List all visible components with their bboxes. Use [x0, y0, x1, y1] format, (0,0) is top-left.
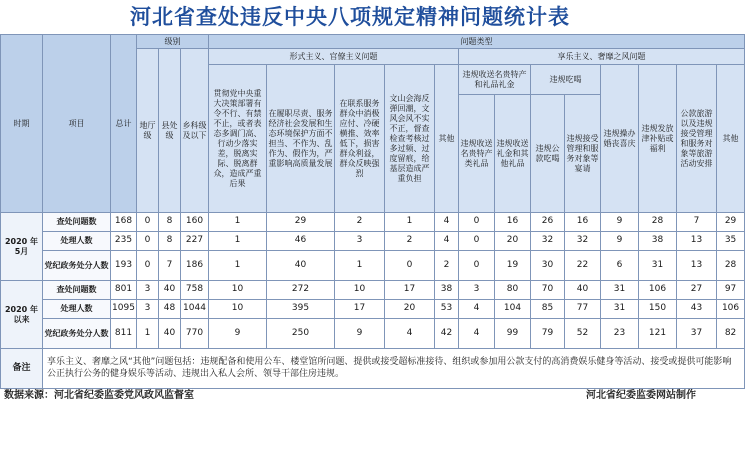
value-cell: 0	[459, 213, 495, 232]
formalism-col-2: 在履职尽责、服务经济社会发展和生态环境保护方面不担当、不作为、乱作为、假作为，严重影响高质量发展	[267, 65, 335, 213]
item-cell: 党纪政务处分人数	[43, 251, 111, 281]
value-cell: 85	[531, 300, 565, 319]
value-cell: 272	[267, 281, 335, 300]
hedonism-header: 享乐主义、奢靡之风问题	[459, 49, 745, 65]
value-cell: 4	[459, 300, 495, 319]
note-text: 享乐主义、奢靡之风“其他”问题包括：违规配备和使用公车、楼堂馆所问题、提供或接受超标准接待、组织或参加用公款支付的高消费娱乐健身等活动、接受或提供可能影响公正执行公务的健身娱乐等活动、违规出入私人会所、领导干部住房违规。	[43, 349, 745, 389]
value-cell: 235	[111, 232, 137, 251]
value-cell: 37	[677, 319, 717, 349]
value-cell: 160	[181, 213, 209, 232]
value-cell: 4	[459, 319, 495, 349]
value-cell: 4	[435, 232, 459, 251]
value-cell: 811	[111, 319, 137, 349]
item-header: 项目	[43, 35, 111, 213]
value-cell: 1044	[181, 300, 209, 319]
level-header: 级别	[137, 35, 209, 49]
value-cell: 9	[335, 319, 385, 349]
value-cell: 193	[111, 251, 137, 281]
value-cell: 20	[385, 300, 435, 319]
value-cell: 250	[267, 319, 335, 349]
value-cell: 97	[717, 281, 745, 300]
value-cell: 23	[601, 319, 639, 349]
value-cell: 0	[137, 213, 159, 232]
level-county: 县处级	[159, 49, 181, 213]
value-cell: 0	[385, 251, 435, 281]
value-cell: 22	[565, 251, 601, 281]
value-cell: 32	[531, 232, 565, 251]
value-cell: 28	[717, 251, 745, 281]
value-cell: 53	[435, 300, 459, 319]
value-cell: 7	[159, 251, 181, 281]
value-cell: 395	[267, 300, 335, 319]
gift-col-cash: 违规收送礼金和其他礼品	[495, 95, 531, 213]
value-cell: 17	[335, 300, 385, 319]
hedonism-col-wedding: 违规操办婚丧喜庆	[601, 65, 639, 213]
value-cell: 8	[159, 213, 181, 232]
value-cell: 0	[459, 232, 495, 251]
value-cell: 70	[531, 281, 565, 300]
hedonism-col-subsidy: 违规发放津补贴或福利	[639, 65, 677, 213]
formalism-col-4: 文山会海反弹回潮，文风会风不实不正，督查检查考核过多过频、过度留痕，给基层造成严重负担	[385, 65, 435, 213]
value-cell: 52	[565, 319, 601, 349]
value-cell: 1	[137, 319, 159, 349]
value-cell: 99	[495, 319, 531, 349]
eat-col-public: 违规公款吃喝	[531, 95, 565, 213]
value-cell: 168	[111, 213, 137, 232]
value-cell: 82	[717, 319, 745, 349]
value-cell: 4	[435, 213, 459, 232]
value-cell: 40	[159, 319, 181, 349]
value-cell: 801	[111, 281, 137, 300]
level-township: 乡科级及以下	[181, 49, 209, 213]
value-cell: 26	[531, 213, 565, 232]
formalism-col-1: 贯彻党中央重大决策部署有令不行、有禁不止，或者表态多调门高、行动少落实差，脱离实际、脱离群众，造成严重后果	[209, 65, 267, 213]
table-row	[1, 281, 745, 300]
value-cell: 1	[385, 213, 435, 232]
value-cell: 106	[717, 300, 745, 319]
value-cell: 1	[209, 213, 267, 232]
formalism-col-other: 其他	[435, 65, 459, 213]
table-row	[1, 251, 745, 281]
value-cell: 10	[209, 281, 267, 300]
value-cell: 1095	[111, 300, 137, 319]
value-cell: 0	[137, 251, 159, 281]
value-cell: 80	[495, 281, 531, 300]
value-cell: 29	[267, 213, 335, 232]
value-cell: 20	[495, 232, 531, 251]
item-cell: 处理人数	[43, 300, 111, 319]
value-cell: 40	[159, 281, 181, 300]
period-cell: 2020 年 5月	[1, 213, 43, 281]
value-cell: 3	[137, 300, 159, 319]
value-cell: 16	[565, 213, 601, 232]
value-cell: 19	[495, 251, 531, 281]
value-cell: 9	[601, 213, 639, 232]
value-cell: 17	[385, 281, 435, 300]
value-cell: 758	[181, 281, 209, 300]
value-cell: 38	[639, 232, 677, 251]
value-cell: 9	[601, 232, 639, 251]
value-cell: 2	[335, 213, 385, 232]
item-cell: 党纪政务处分人数	[43, 319, 111, 349]
value-cell: 2	[385, 232, 435, 251]
value-cell: 79	[531, 319, 565, 349]
value-cell: 0	[137, 232, 159, 251]
note-label: 备注	[1, 349, 43, 389]
value-cell: 3	[459, 281, 495, 300]
value-cell: 106	[639, 281, 677, 300]
value-cell: 77	[565, 300, 601, 319]
eat-group-header: 违规吃喝	[531, 65, 601, 95]
value-cell: 32	[565, 232, 601, 251]
gift-group-header: 违规收送名贵特产和礼品礼金	[459, 65, 531, 95]
value-cell: 38	[435, 281, 459, 300]
value-cell: 3	[335, 232, 385, 251]
value-cell: 3	[137, 281, 159, 300]
value-cell: 10	[209, 300, 267, 319]
value-cell: 1	[335, 251, 385, 281]
value-cell: 31	[639, 251, 677, 281]
hedonism-col-other: 其他	[717, 65, 745, 213]
value-cell: 13	[677, 251, 717, 281]
footer	[0, 389, 700, 403]
value-cell: 13	[677, 232, 717, 251]
table-row	[1, 213, 745, 232]
value-cell: 4	[385, 319, 435, 349]
statistics-table	[0, 34, 745, 389]
table-title: 河北省查处违反中央八项规定精神问题统计表	[130, 5, 570, 29]
value-cell: 40	[565, 281, 601, 300]
data-source: 数据来源：河北省纪委监委党风政风监督室	[4, 390, 194, 401]
problem-type-header: 问题类型	[209, 35, 745, 49]
total-header: 总计	[111, 35, 137, 213]
value-cell: 31	[601, 281, 639, 300]
value-cell: 227	[181, 232, 209, 251]
value-cell: 8	[159, 232, 181, 251]
item-cell: 查处问题数	[43, 213, 111, 232]
value-cell: 1	[209, 251, 267, 281]
value-cell: 7	[677, 213, 717, 232]
item-cell: 处理人数	[43, 232, 111, 251]
value-cell: 40	[267, 251, 335, 281]
hedonism-col-travel: 公款旅游以及违规接受管理和服务对象等旅游活动安排	[677, 65, 717, 213]
value-cell: 0	[459, 251, 495, 281]
value-cell: 104	[495, 300, 531, 319]
value-cell: 28	[639, 213, 677, 232]
value-cell: 2	[435, 251, 459, 281]
value-cell: 186	[181, 251, 209, 281]
value-cell: 31	[601, 300, 639, 319]
table-row	[1, 300, 745, 319]
value-cell: 1	[209, 232, 267, 251]
period-header: 时期	[1, 35, 43, 213]
table-row	[1, 232, 745, 251]
value-cell: 46	[267, 232, 335, 251]
value-cell: 29	[717, 213, 745, 232]
value-cell: 121	[639, 319, 677, 349]
formalism-col-3: 在联系服务群众中消极应付、冷硬横推、效率低下，损害群众利益，群众反映强烈	[335, 65, 385, 213]
value-cell: 27	[677, 281, 717, 300]
value-cell: 770	[181, 319, 209, 349]
value-cell: 35	[717, 232, 745, 251]
value-cell: 16	[495, 213, 531, 232]
eat-col-banquet: 违规接受管理和服务对象等宴请	[565, 95, 601, 213]
value-cell: 48	[159, 300, 181, 319]
value-cell: 6	[601, 251, 639, 281]
gift-col-specialty: 违规收送名贵特产类礼品	[459, 95, 495, 213]
table-row	[1, 319, 745, 349]
formalism-header: 形式主义、官僚主义问题	[209, 49, 459, 65]
period-cell: 2020 年 以来	[1, 281, 43, 349]
value-cell: 10	[335, 281, 385, 300]
item-cell: 查处问题数	[43, 281, 111, 300]
producer-credit: 河北省纪委监委网站制作	[586, 390, 696, 401]
value-cell: 150	[639, 300, 677, 319]
value-cell: 9	[209, 319, 267, 349]
value-cell: 43	[677, 300, 717, 319]
value-cell: 30	[531, 251, 565, 281]
level-prefecture: 地厅级	[137, 49, 159, 213]
value-cell: 42	[435, 319, 459, 349]
note-row	[1, 349, 745, 389]
